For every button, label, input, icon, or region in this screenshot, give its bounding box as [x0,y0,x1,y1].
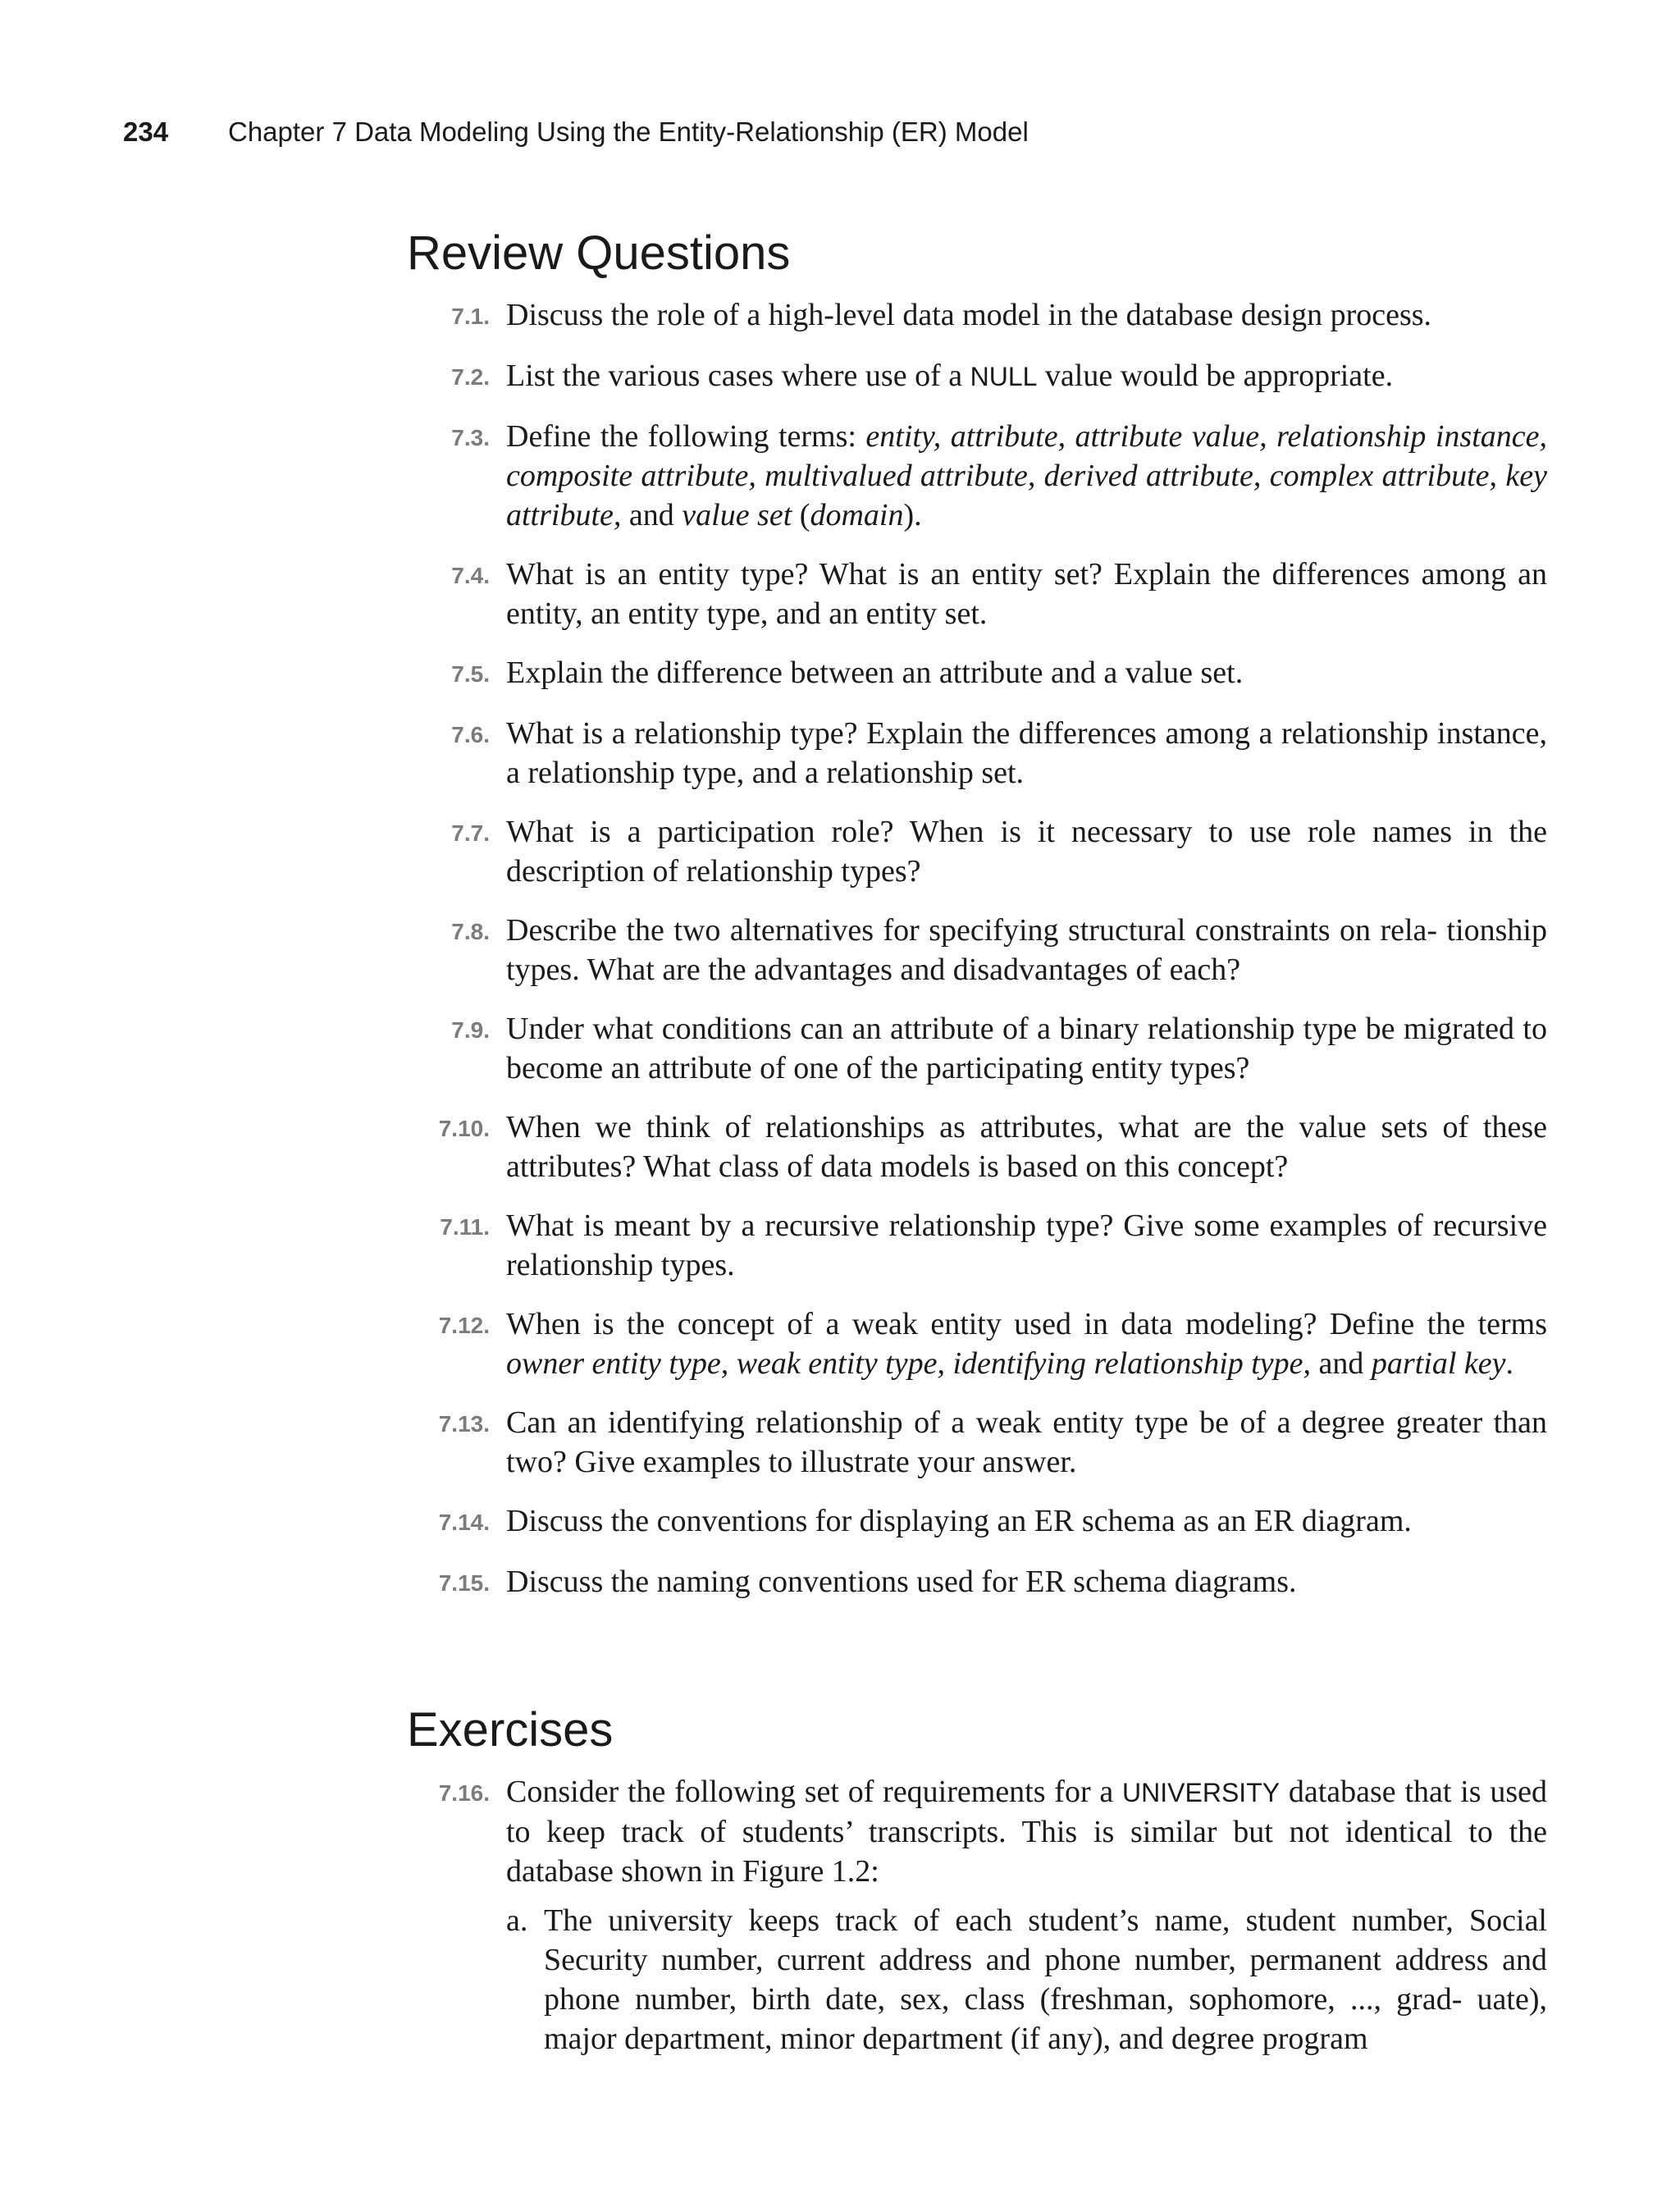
question-text [506,1009,1547,1088]
code-term: UNIVERSITY [1122,1778,1281,1807]
question-item [407,295,1547,336]
text-run: Discuss the conventions for displaying an ER schema as an ER diagram. [506,1504,1412,1538]
question-item [407,356,1547,397]
question-text [506,812,1547,891]
text-run: Define the following terms: [506,419,866,454]
question-text [506,555,1547,633]
exercises-list [407,1772,1547,2058]
question-item [407,1009,1547,1088]
text-run: List the various cases where use of a [506,359,970,393]
question-item [407,1403,1547,1482]
text-run: Explain the difference between an attribute and a value set. [506,656,1244,690]
question-number: 7.12. [438,1313,490,1338]
question-number: 7.10. [438,1116,490,1141]
text-run: What is an entity type? What is an entity set? Explain the differences among an entity, an entity type, and an entity set. [506,557,1547,631]
text-run: What is a participation role? When is it necessary to use role names in the description of relationship types? [506,815,1547,889]
question-text [506,1562,1547,1601]
text-run: When is the concept of a weak entity used in data modeling? Define the terms [506,1307,1547,1341]
text-run: and [621,498,682,532]
question-number: 7.11. [440,1214,490,1240]
question-item [407,653,1547,694]
text-run: value would be appropriate. [1037,359,1394,393]
question-item [407,812,1547,891]
question-item [407,714,1547,793]
text-run: Discuss the naming conventions used for ER schema diagrams. [506,1565,1297,1599]
italic-term: owner entity type, weak entity type, identifying relationship type, [506,1346,1312,1381]
question-number: 7.15. [438,1570,490,1596]
question-text [506,653,1547,692]
question-item [407,1501,1547,1542]
italic-term: entity, attribute, attribute value, relationship instance, composite attribute, multivalued attribute, derived attribute, complex attribute, key attribute, [506,419,1547,532]
question-text [506,1501,1547,1541]
question-number: 7.7. [451,820,490,846]
text-run: Can an identifying relationship of a weak entity type be of a degree greater than two? Give examples to illustrate your answer. [506,1405,1547,1479]
question-text [506,1206,1547,1285]
question-item [407,911,1547,989]
question-number: 7.14. [438,1510,490,1535]
question-text [506,295,1547,335]
sub-item-text: The university keeps track of each student’s name, student number, Social Security number, current address and phone number, permanent address and phone number, birth date, sex, class (freshman, sophomore, ..., grad- uate), major department, minor department (if any), and degree program [544,1903,1547,2056]
review-questions-heading: Review Questions [407,226,791,280]
running-head [123,116,1029,159]
question-text [506,714,1547,793]
question-text [506,356,1547,396]
question-text [506,1772,1547,2058]
text-run: When we think of relationships as attributes, what are the value sets of these attributes? What class of data models is based on this concept? [506,1110,1547,1184]
text-run: Describe the two alternatives for specifying structural constraints on rela- tionship types. What are the advantages and disadvantages of each? [506,913,1547,987]
question-number: 7.4. [451,563,490,588]
question-item [407,1206,1547,1285]
question-text [506,911,1547,989]
italic-term: domain [810,498,904,532]
question-item [407,1562,1547,1603]
question-item [407,555,1547,633]
text-run: What is meant by a recursive relationship type? Give some examples of recursive relationship types. [506,1208,1547,1282]
page-number: 234 [123,116,169,147]
question-number: 7.6. [451,722,490,747]
question-text [506,1403,1547,1482]
question-number: 7.8. [451,919,490,944]
question-text [506,1304,1547,1383]
code-term: NULL [970,362,1038,391]
question-item [407,417,1547,535]
text-run: Discuss the role of a high-level data model in the database design process. [506,298,1432,332]
question-item [407,1304,1547,1383]
sub-item [506,1901,1547,2058]
question-number: 7.5. [451,661,490,687]
review-questions-list [407,295,1547,1603]
chapter-title: Chapter 7 Data Modeling Using the Entity-Relationship (ER) Model [228,116,1029,147]
exercises-heading: Exercises [407,1703,614,1757]
text-run: database that is used to keep track of students’ transcripts. This is similar but not identical to the database shown in Figure 1.2: [506,1775,1547,1889]
sub-item-label: a. [506,1903,528,1938]
question-item [407,1772,1547,2058]
text-run: ). [903,498,922,532]
question-number: 7.2. [451,364,490,390]
question-number: 7.9. [451,1017,490,1043]
question-number: 7.13. [438,1411,490,1437]
question-number: 7.1. [451,304,490,329]
italic-term: value set [682,498,792,532]
question-item [407,1108,1547,1186]
question-number: 7.3. [451,425,490,450]
text-run: ( [792,498,810,532]
text-run: and [1311,1346,1372,1381]
text-run: Consider the following set of requirements for a [506,1775,1123,1809]
question-text [506,1108,1547,1186]
text-run: . [1505,1346,1513,1381]
question-text [506,417,1547,535]
text-run: Under what conditions can an attribute of a binary relationship type be migrated to become an attribute of one of the participating entity types? [506,1012,1547,1085]
text-run: What is a relationship type? Explain the differences among a relationship instance, a relationship type, and a relationship set. [506,716,1547,790]
question-number: 7.16. [438,1780,490,1806]
italic-term: partial key [1371,1346,1506,1381]
